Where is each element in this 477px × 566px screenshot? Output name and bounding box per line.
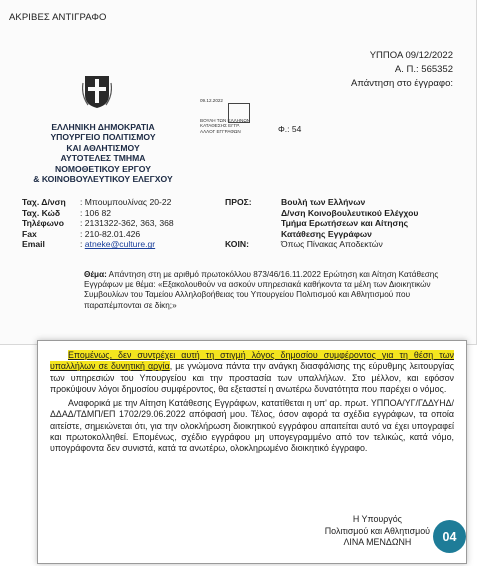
excerpt-panel	[37, 340, 467, 564]
subject-text: Απάντηση στη με αριθμό πρωτοκόλλου 873/46/16.11.2022 Ερώτηση και Αίτηση Κατάθεσης Εγγράφων με θέμα: «Εξακολουθούν να ασκούν υπηρεσιακά καθήκοντα τα μέλη των Διοικητικών Συμβουλίων του Ταμείου Αλληλοβοήθειας του Υπουργείου Πολιτισμού και Αθλητισμού που παραπέμπονται σε δίκη;»	[84, 270, 439, 310]
ministry-line: & ΚΟΙΝΟΒΟΥΛΕΥΤΙΚΟΥ ΕΛΕΓΧΟΥ	[33, 174, 173, 185]
copy-stamp: ΑΚΡΙΒΕΣ ΑΝΤΙΓΡΑΦΟ	[9, 12, 107, 23]
excerpt-body	[50, 350, 454, 455]
reply-line: Απάντηση στο έγγραφο:	[351, 78, 453, 89]
ministry-line: ΑΥΤΟΤΕΛΕΣ ΤΜΗΜΑ	[60, 153, 146, 164]
ministry-line: ΚΑΙ ΑΘΛΗΤΙΣΜΟΥ	[66, 142, 140, 153]
stamp-signature-box	[228, 103, 250, 123]
subject-label: Θέμα:	[84, 270, 107, 279]
ministry-line: ΕΛΛΗΝΙΚΗ ΔΗΜΟΚΡΑΤΙΑ	[51, 122, 155, 132]
signature-block: Η Υπουργός Πολιτισμού και Αθλητισμού ΛΙΝΑ ΜΕΝΔΩΝΗ	[324, 514, 430, 547]
ministry-line: ΝΟΜΟΘΕΤΙΚΟΥ ΕΡΓΟΥ	[55, 163, 151, 174]
contact-block: Ταχ. Δ/νση : Μπουμπουλίνας 20-22 Ταχ. Κώδ : 106 82 Τηλέφωνο : 2131322-362, 363, 368 Fax : 210-82.01.426 Email : atneke@culture.gr	[22, 197, 174, 250]
paragraph: Αναφορικά με την Αίτηση Κατάθεσης Εγγράφων, κατατίθεται η υπ' αρ. πρωτ. ΥΠΠΟΑ/ΥΓ/ΓΔΔΥΗΔ/ΔΔΑΔ/ΤΔΜΠ/ΕΠ 1702/29.06.2022 απόφασή μου. Τέλος, όσον αφορά τα σχέδια εγγράφων, τα οποία αιτείστε, σημειώνεται ότι, για την ολοκλήρωση διοικητικού εγγράφου απαιτείται αυτό να έχει υπογραφεί και πρωτοκολληθεί. Επομένως, σχέδιο εγγράφου μη υπογεγραμμένο από τον τελικώς, κατά νόμο, υπογράφοντα δεν συνιστά, κατά τα ανωτέρω, ολοκληρωμένο διοικητικό έγγραφο.	[50, 398, 454, 454]
ministry-line: ΥΠΟΥΡΓΕΙΟ ΠΟΛΙΤΙΣΜΟΥ	[50, 132, 156, 143]
cc-label: ΚΟΙΝ:	[225, 239, 249, 250]
parliament-stamp: 09.12.2022 ΒΟΥΛΗ ΤΩΝ ΕΛΛΗΝΩΝ ΚΑΤΑΘΕΣΗΣ ΕΓΓΡ. ΑΛΛΟΓ ΕΓΓΡΑΦΩΝ	[200, 98, 251, 134]
highlighted-text: Επομένως, δεν συντρέχει αυτή τη στιγμή λόγος δημοσίου συμφέροντος για τη θέση των υπαλλήλων σε δυνητική αργία	[50, 350, 454, 372]
ref-date: ΥΠΠΟΑ 09/12/2022	[369, 50, 453, 61]
page-badge: 04	[433, 520, 466, 553]
to-label: ΠΡΟΣ:	[225, 197, 252, 207]
paragraph: Επομένως, δεν συντρέχει αυτή τη στιγμή λόγος δημοσίου συμφέροντος για τη θέση των υπαλλήλων σε δυνητική αργία, με γνώμονα πάντα την ανάγκη διασφάλισης της εύρυθμης λειτουργίας των υπηρεσιών του Υπουργείου και την προστασία των υπαλλήλων. Στο μέλλον, και εφόσον προκύψουν λόγοι δημοσίου συμφέροντος, θα εξεταστεί η ανωτέρω δυνατότητα που παρέχει ο νόμος.	[50, 350, 454, 394]
file-number: Φ.: 54	[278, 124, 302, 134]
greek-emblem-icon	[82, 75, 112, 109]
subject-block	[84, 270, 444, 311]
ref-number: Α. Π.: 565352	[394, 64, 453, 75]
recipient-block: ΠΡΟΣ: Βουλή των Ελλήνων Δ/νση Κοινοβουλευτικού Ελέγχου Τμήμα Ερωτήσεων και Αίτησης Κατάθεσης Εγγράφων ΚΟΙΝ: Όπως Πίνακας Αποδεκτών	[225, 197, 419, 250]
ministry-header	[18, 122, 188, 184]
email-link[interactable]: atneke@culture.gr	[84, 239, 156, 250]
